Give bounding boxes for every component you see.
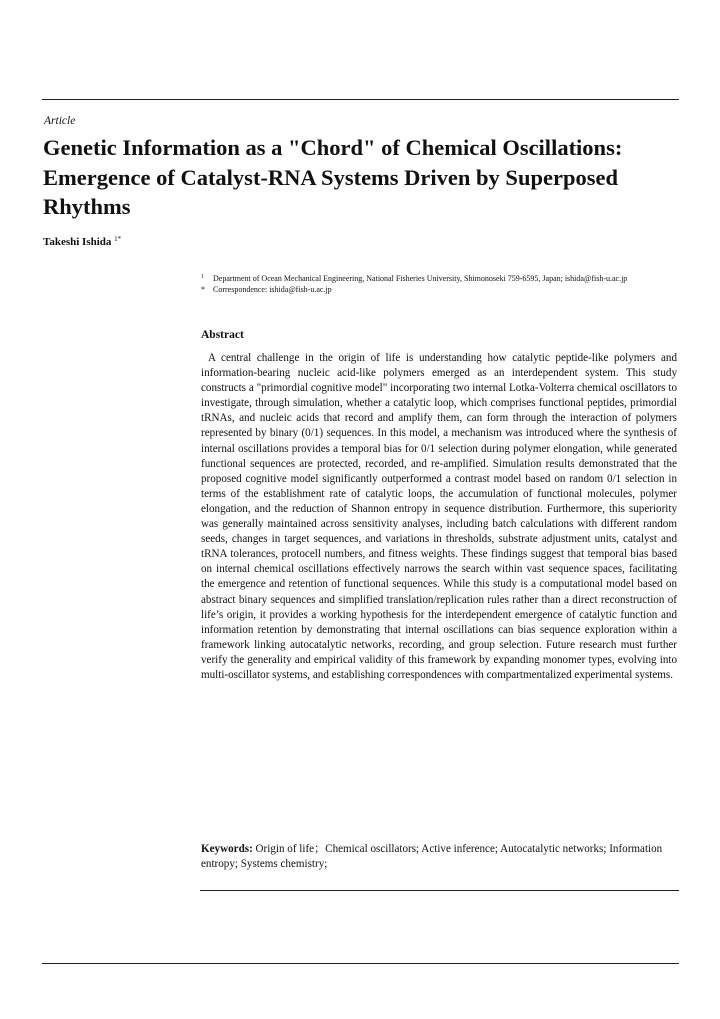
article-type-label: Article bbox=[44, 115, 76, 127]
correspondence-item bbox=[201, 284, 681, 295]
keywords-rule bbox=[200, 890, 679, 891]
footer-rule bbox=[42, 963, 679, 964]
affiliations bbox=[201, 273, 681, 295]
keywords-text: Origin of life；Chemical oscillators; Active inference; Autocatalytic networks; Information entropy; Systems chemistry; bbox=[201, 843, 663, 871]
author-name: Takeshi Ishida bbox=[43, 236, 112, 248]
abstract-body: A central challenge in the origin of life is understanding how catalytic peptide-like polymers and information-bearing nucleic acid-like polymers emerged as an interdependent system. This study constructs a "primordial cognitive model" incorporating two internal Lotka-Volterra chemical oscillators to investigate, through simulation, whether a catalytic loop, which comprises functional peptides, primordial tRNAs, and nucleic acids that record and amplify them, can form through the interaction of polymers represented by binary (0/1) sequences. In this model, a mechanism was introduced where the synthesis of internal oscillations provides a temporal bias for 0/1 selection during polymer elongation, while generated functional sequences are protected, recorded, and re-amplified. Simulation results demonstrated that the proposed cognitive model significantly outperformed a contrast model based on random 0/1 selection in terms of the establishment rate of catalytic loops, the accumulation of functional molecules, polymer elongation, and the reduction of Shannon entropy in sequence distribution. Furthermore, this superiority was generally maintained across sensitivity analyses, including batch calculations with different random seeds, changes in target sequences, and variations in thresholds, substrate adjustment units, catalyst and tRNA tolerances, protocell numbers, and fitness weights. These findings suggest that temporal bias based on internal chemical oscillations effectively narrows the search within vast sequence spaces, facilitating the emergence and retention of functional sequences. While this study is a computational model based on abstract binary sequences and simplified translation/replication rules rather than a direct reconstruction of life’s origin, it provides a working hypothesis for the interdependent emergence of catalytic function and information retention by demonstrating that internal oscillations can bias sequence exploration within a framework linking autocatalytic networks, recording, and group selection. Future research must further verify the generality and empirical validity of this framework by expanding monomer types, evolving into multi-oscillator systems, and establishing correspondences with compartmentalized experimental systems. bbox=[201, 352, 677, 681]
header-rule bbox=[42, 99, 679, 100]
correspondence-mark: * bbox=[201, 285, 205, 295]
author-line bbox=[43, 235, 121, 248]
affiliation-mark: 1 bbox=[201, 274, 204, 280]
paper-title: Genetic Information as a "Chord" of Chemical Oscillations: Emergence of Catalyst-RNA Systems Driven by Superposed Rhythms bbox=[43, 135, 623, 219]
keywords bbox=[201, 842, 679, 872]
affiliation-item bbox=[201, 273, 681, 284]
correspondence-text: Correspondence: ishida@fish-u.ac.jp bbox=[213, 285, 332, 295]
author-superscript: 1* bbox=[114, 235, 122, 243]
abstract-heading: Abstract bbox=[201, 329, 244, 341]
affiliation-text: Department of Ocean Mechanical Engineering, National Fisheries University, Shimonoseki 759-6595, Japan; ishida@fish-u.ac.jp bbox=[213, 274, 628, 283]
keywords-label: Keywords: bbox=[201, 843, 253, 855]
